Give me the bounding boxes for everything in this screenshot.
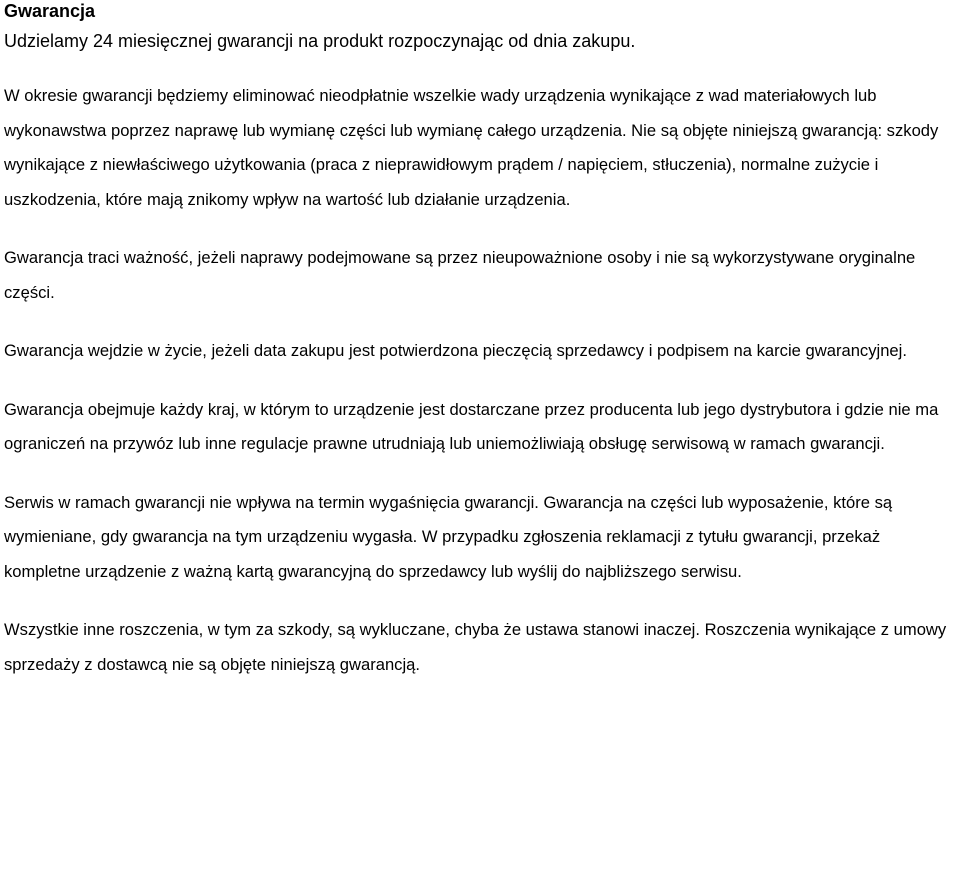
paragraph-activation: Gwarancja wejdzie w życie, jeżeli data zakupu jest potwierdzona pieczęcią sprzedawcy i podpisem na karcie gwarancyjnej. [4,341,907,360]
paragraph-service: Serwis w ramach gwarancji nie wpływa na termin wygaśnięcia gwarancji. Gwarancja na części lub wyposażenie, które są wymieniane, gdy gwarancja na tym urządzeniu wygasła. W przypadku zgłoszenia reklamacji z tytułu gwarancji, przekaż kompletne urządzenie z ważną kartą gwarancyjną do sprzedawcy lub wyślij do najbliższego serwisu. [4,492,893,581]
document-title: Gwarancja [4,1,96,21]
paragraph-defects: W okresie gwarancji będziemy eliminować nieodpłatnie wszelkie wady urządzenia wynikające z wad materiałowych lub wykonawstwa poprzez naprawę lub wymianę części lub wymianę całego urządzenia. Nie są objęte niniejszą gwarancją: szkody wynikające z niewłaściwego użytkowania (praca z nieprawidłowym prądem / napięciem, stłuczenia), normalne zużycie i uszkodzenia, które mają znikomy wpływ na wartość lub działanie urządzenia. [4,86,939,209]
paragraph-other-claims: Wszystkie inne roszczenia, w tym za szkody, są wykluczane, chyba że ustawa stanowi inaczej. Roszczenia wynikające z umowy sprzedaży z dostawcą nie są objęte niniejszą gwarancją. [4,620,947,674]
paragraph-coverage: Gwarancja obejmuje każdy kraj, w którym to urządzenie jest dostarczane przez producenta lub jego dystrybutora i gdzie nie ma ograniczeń na przywóz lub inne regulacje prawne utrudniają lub uniemożliwiają obsługę serwisową w ramach gwarancji. [4,399,939,453]
intro-paragraph: Udzielamy 24 miesięcznej gwarancji na produkt rozpoczynając od dnia zakupu. [4,31,636,51]
paragraph-void: Gwarancja traci ważność, jeżeli naprawy podejmowane są przez nieupoważnione osoby i nie są wykorzystywane oryginalne części. [4,248,916,302]
